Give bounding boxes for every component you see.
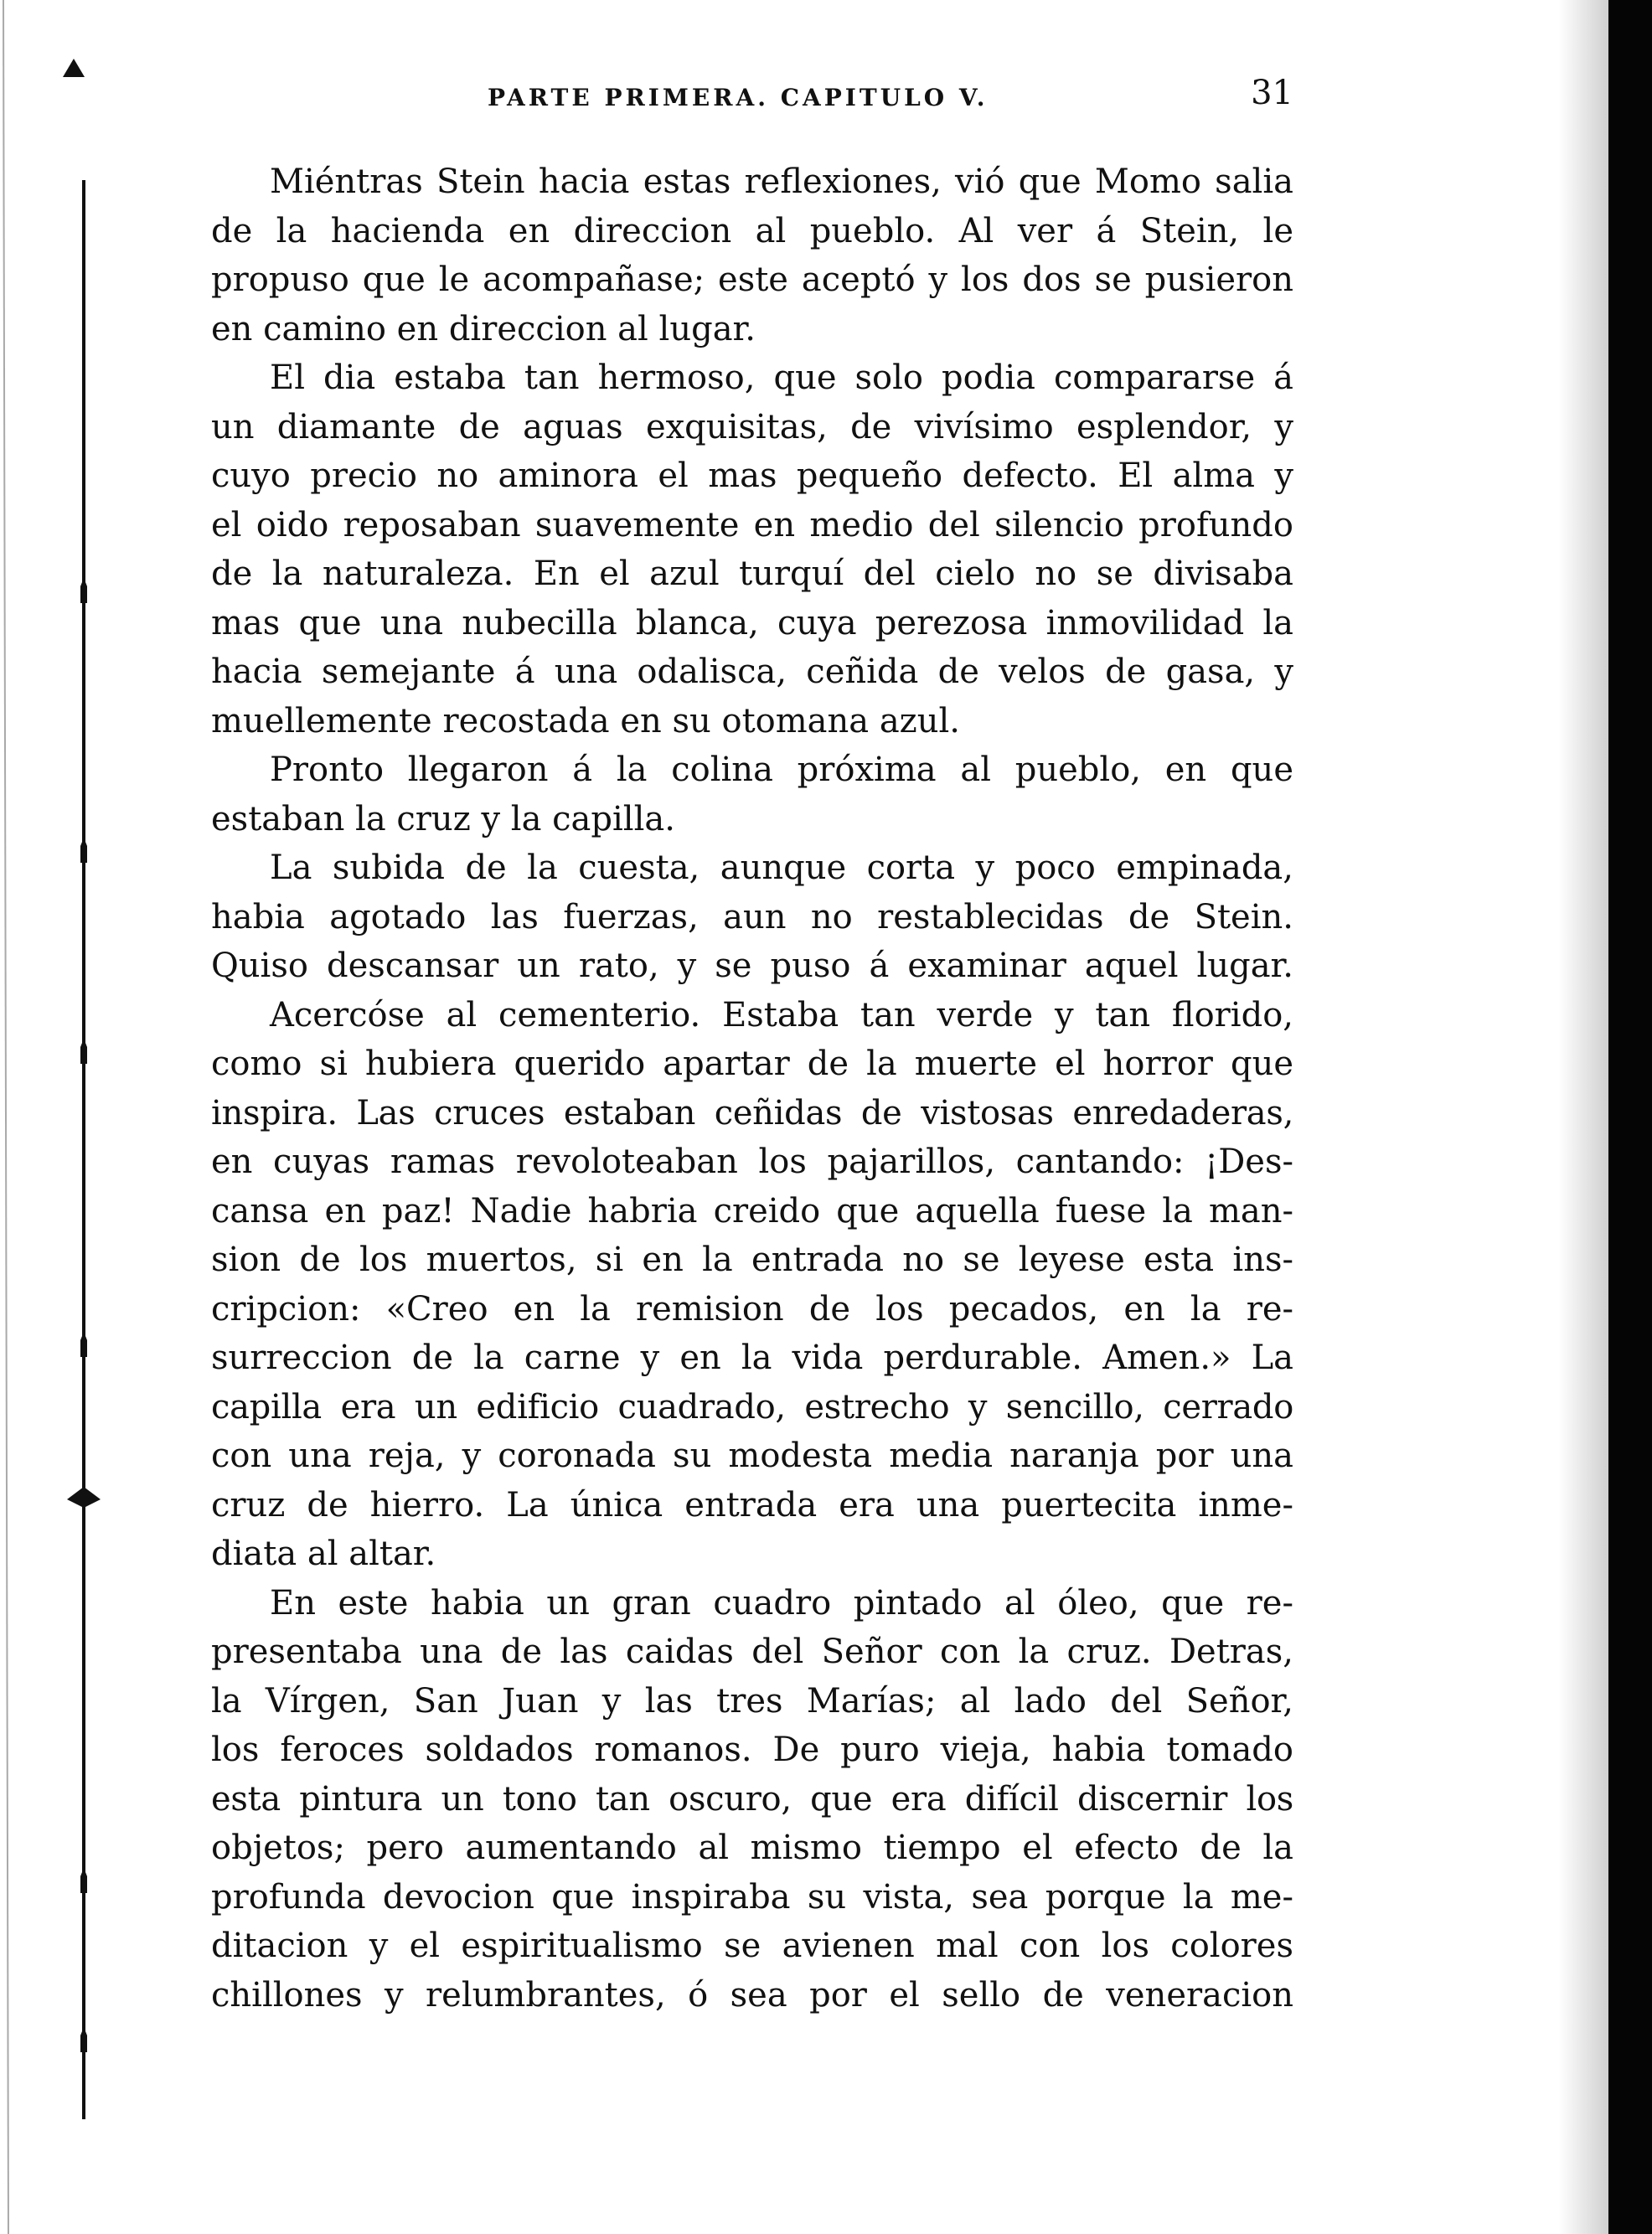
text-line: Pronto llegaron á la colina próxima al pueblo, en que — [270, 751, 1293, 789]
paragraph — [211, 746, 1293, 844]
page-shadow — [1558, 0, 1608, 2234]
text-line: cansa en paz! Nadie habria creido que aquella fuese la man- — [211, 1191, 1293, 1231]
text-line: propuso que le acompañase; este aceptó y los dos se pusieron — [211, 261, 1293, 299]
text-line: mas que una nubecilla blanca, cuya perezosa inmovilidad la — [211, 603, 1293, 642]
text-line: cripcion: «Creo en la remision de los pecados, en la re- — [211, 1289, 1293, 1329]
text-line: cuyo precio no aminora el mas pequeño defecto. El alma y — [211, 457, 1293, 495]
text-line: muellemente recostada en su otomana azul. — [211, 701, 961, 740]
scan-edge — [1608, 0, 1652, 2234]
paragraph — [211, 353, 1293, 746]
text-line: surreccion de la carne y en la vida perdurable. Amen.» La — [211, 1339, 1293, 1377]
binding-edge — [0, 0, 109, 2234]
text-line: como si hubiera querido apartar de la muerte el horror que — [211, 1045, 1293, 1083]
text-line: En este habia un gran cuadro pintado al óleo, que re- — [270, 1583, 1293, 1623]
text-line: objetos; pero aumentando al mismo tiempo el efecto de la — [211, 1829, 1293, 1867]
text-line: de la hacienda en direccion al pueblo. Al ver á Stein, le — [211, 211, 1293, 250]
text-line: en cuyas ramas revoloteaban los pajarillos, cantando: ¡Des- — [211, 1143, 1293, 1181]
text-line: los feroces soldados romanos. De puro vieja, habia tomado — [211, 1731, 1293, 1769]
paragraph — [211, 157, 1293, 353]
text-line: sion de los muertos, si en la entrada no se leyese esta ins- — [211, 1241, 1293, 1279]
text-line: Miéntras Stein hacia estas reflexiones, vió que Momo salia — [270, 163, 1293, 201]
text-line: estaban la cruz y la capilla. — [211, 799, 675, 838]
text-line: cruz de hierro. La única entrada era una puertecita inme- — [211, 1485, 1293, 1525]
text-line: en camino en direccion al lugar. — [211, 309, 756, 348]
running-title: PARTE PRIMERA. CAPITULO V. — [488, 84, 989, 111]
text-line: diata al altar. — [211, 1535, 436, 1573]
text-line: con una reja, y coronada su modesta media naranja por una — [211, 1437, 1293, 1475]
text-line: inspira. Las cruces estaban ceñidas de vistosas enredaderas, — [211, 1093, 1293, 1132]
text-line: profunda devocion que inspiraba su vista, sea porque la me- — [211, 1877, 1293, 1917]
text-line: el oido reposaban suavemente en medio del silencio profundo — [211, 505, 1293, 544]
text-line: presentaba una de las caidas del Señor con la cruz. Detras, — [211, 1633, 1293, 1671]
text-line: habia agotado las fuerzas, aun no restablecidas de Stein. — [211, 897, 1293, 936]
paragraph — [211, 1579, 1293, 2020]
text-line: un diamante de aguas exquisitas, de vivísimo esplendor, y — [211, 407, 1293, 446]
text-line: Acercóse al cementerio. Estaba tan verde y tan florido, — [270, 995, 1293, 1034]
text-line: hacia semejante á una odalisca, ceñida de velos de gasa, y — [211, 653, 1293, 691]
text-line: esta pintura un tono tan oscuro, que era difícil discernir los — [211, 1779, 1293, 1819]
text-line: chillones y relumbrantes, ó sea por el sello de veneracion — [211, 1975, 1293, 2015]
text-line: ditacion y el espiritualismo se avienen mal con los colores — [211, 1927, 1293, 1965]
running-head — [211, 74, 1293, 124]
paragraph — [211, 991, 1293, 1579]
text-line: El dia estaba tan hermoso, que solo podia compararse á — [270, 359, 1293, 397]
text-line: de la naturaleza. En el azul turquí del cielo no se divisaba — [211, 555, 1293, 593]
text-line: Quiso descansar un rato, y se puso á examinar aquel lugar. — [211, 947, 1293, 985]
text-line: capilla era un edificio cuadrado, estrecho y sencillo, cerrado — [211, 1387, 1293, 1427]
page-number: 31 — [1251, 74, 1293, 112]
body-text — [211, 157, 1293, 2020]
text-line: la Vírgen, San Juan y las tres Marías; al lado del Señor, — [211, 1681, 1293, 1721]
paragraph — [211, 844, 1293, 991]
text-line: La subida de la cuesta, aunque corta y poco empinada, — [270, 849, 1293, 887]
